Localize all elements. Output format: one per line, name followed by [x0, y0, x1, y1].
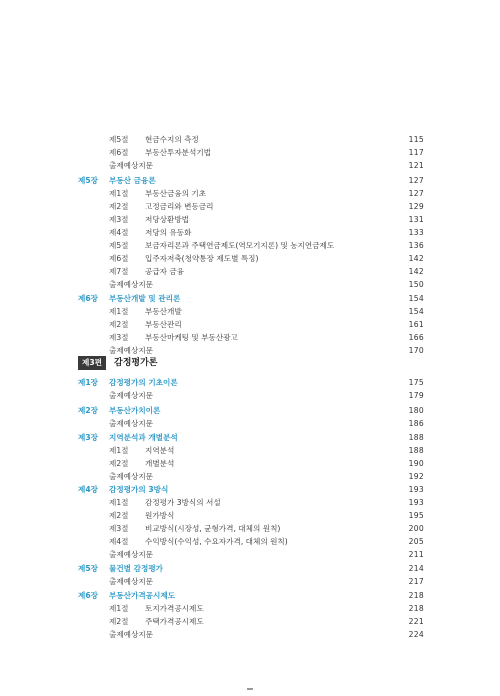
section-row: [78, 536, 424, 548]
page-number: 150: [408, 280, 424, 289]
chapter-row: [78, 432, 424, 444]
section-row: [78, 523, 424, 535]
entry-title: 입주자저축(청약통장 제도별 특징): [145, 254, 259, 263]
page-number: 129: [408, 202, 424, 211]
page-number: 188: [408, 433, 424, 442]
page-number: 175: [408, 378, 424, 387]
entry-title: 부동산개발 및 관리론: [109, 294, 181, 303]
section-number: 제6절: [109, 148, 129, 157]
entry-title: 출제예상지문: [109, 419, 154, 428]
section-row: [78, 458, 424, 470]
page-number: 136: [408, 241, 424, 250]
entry-title: 저당상환방법: [145, 215, 190, 224]
exercise-row: [78, 576, 424, 588]
exercise-row: [78, 160, 424, 172]
entry-title: 부동산개발: [145, 307, 182, 316]
chapter-row: [78, 484, 424, 496]
section-row: [78, 510, 424, 522]
section-number: 제4절: [109, 228, 129, 237]
page-number: 200: [408, 524, 424, 533]
page-number: 170: [408, 346, 424, 355]
chapter-row: [78, 590, 424, 602]
chapter-number: 제6장: [78, 294, 98, 303]
section-number: 제1절: [109, 446, 129, 455]
section-row: [78, 616, 424, 628]
entry-title: 부동산투자분석기법: [145, 148, 212, 157]
page-number: 190: [408, 459, 424, 468]
section-number: 제3절: [109, 215, 129, 224]
entry-title: 출제예상지문: [109, 577, 154, 586]
section-row: [78, 227, 424, 239]
section-row: [78, 497, 424, 509]
page-number: 221: [408, 617, 424, 626]
page-number: 205: [408, 537, 424, 546]
page-number: 180: [408, 406, 424, 415]
page-number: 161: [408, 320, 424, 329]
exercise-row: [78, 549, 424, 561]
exercise-row: [78, 279, 424, 291]
chapter-number: 제2장: [78, 406, 98, 415]
entry-title: 출제예상지문: [109, 280, 154, 289]
section-row: [78, 188, 424, 200]
entry-title: 물건별 감정평가: [109, 564, 163, 573]
entry-title: 부동산관리: [145, 320, 182, 329]
entry-title: 지역분석과 개별분석: [109, 433, 178, 442]
entry-title: 출제예상지문: [109, 472, 154, 481]
entry-title: 주택가격공시제도: [145, 617, 204, 626]
entry-title: 출제예상지문: [109, 391, 154, 400]
section-number: 제1절: [109, 189, 129, 198]
section-number: 제2절: [109, 202, 129, 211]
chapter-number: 제6장: [78, 591, 98, 600]
section-row: [78, 445, 424, 457]
page-number: 193: [408, 498, 424, 507]
entry-title: 보금자리론과 주택연금제도(역모기지론) 및 농지연금제도: [145, 241, 335, 250]
page-number: 179: [408, 391, 424, 400]
section-row: [78, 253, 424, 265]
entry-title: 감정평가의 기초이론: [109, 378, 178, 387]
chapter-row: [78, 405, 424, 417]
page-number: 115: [408, 135, 424, 144]
exercise-row: [78, 390, 424, 402]
page-number: 127: [408, 189, 424, 198]
section-number: 제1절: [109, 307, 129, 316]
entry-title: 출제예상지문: [109, 550, 154, 559]
entry-title: 원가방식: [145, 511, 175, 520]
exercise-row: [78, 629, 424, 641]
entry-title: 토지가격공시제도: [145, 604, 204, 613]
exercise-row: [78, 418, 424, 430]
entry-title: 부동산마케팅 및 부동산광고: [145, 333, 238, 342]
section-row: [78, 319, 424, 331]
page-number: 214: [408, 564, 424, 573]
entry-title: 부동산금융의 기초: [145, 189, 207, 198]
entry-title: 감정평가의 3방식: [109, 485, 169, 494]
section-row: [78, 240, 424, 252]
entry-title: 출제예상지문: [109, 346, 154, 355]
entry-title: 출제예상지문: [109, 161, 154, 170]
page-number: 211: [408, 550, 424, 559]
page-number: 195: [408, 511, 424, 520]
chapter-row: [78, 175, 424, 187]
section-number: 제2절: [109, 320, 129, 329]
entry-title: 부동산가격공시제도: [109, 591, 176, 600]
section-number: 제6절: [109, 254, 129, 263]
page-number: 142: [408, 267, 424, 276]
page-number: 224: [408, 630, 424, 639]
page-number: 218: [408, 591, 424, 600]
chapter-row: [78, 377, 424, 389]
chapter-row: [78, 293, 424, 305]
entry-title: 저당의 유동화: [145, 228, 192, 237]
section-row: [78, 266, 424, 278]
page-number: 218: [408, 604, 424, 613]
page-number: 154: [408, 294, 424, 303]
page-number: 192: [408, 472, 424, 481]
page-number: 117: [408, 148, 424, 157]
entry-title: 부동산 금융론: [109, 176, 156, 185]
page-number: 166: [408, 333, 424, 342]
entry-title: 공급자 금융: [145, 267, 185, 276]
page-number: 133: [408, 228, 424, 237]
entry-title: 수익방식(수익성, 수요자가격, 대체의 원칙): [145, 537, 288, 546]
chapter-number: 제3장: [78, 433, 98, 442]
page-number: 193: [408, 485, 424, 494]
page-number: 131: [408, 215, 424, 224]
section-number: 제5절: [109, 135, 129, 144]
section-number: 제3절: [109, 333, 129, 342]
chapter-number: 제4장: [78, 485, 98, 494]
entry-title: 출제예상지문: [109, 630, 154, 639]
section-number: 제7절: [109, 267, 129, 276]
section-row: [78, 332, 424, 344]
entry-title: 부동산가치이론: [109, 406, 161, 415]
section-row: [78, 603, 424, 615]
page-number: 142: [408, 254, 424, 263]
entry-title: 고정금리와 변동금리: [145, 202, 214, 211]
section-row: [78, 201, 424, 213]
section-number: 제2절: [109, 511, 129, 520]
chapter-number: 제5장: [78, 176, 98, 185]
entry-title: 비교방식(시장성, 균형가격, 대체의 원칙): [145, 524, 281, 533]
chapter-row: [78, 563, 424, 575]
section-number: 제1절: [109, 604, 129, 613]
page-number: 217: [408, 577, 424, 586]
section-number: 제2절: [109, 459, 129, 468]
entry-title: 감정평가 3방식의 서설: [145, 498, 221, 507]
section-number: 제1절: [109, 498, 129, 507]
section-number: 제5절: [109, 241, 129, 250]
chapter-number: 제5장: [78, 564, 98, 573]
section-number: 제3절: [109, 524, 129, 533]
entry-title: 현금수지의 측정: [145, 135, 199, 144]
section-row: [78, 214, 424, 226]
page-number: 127: [408, 176, 424, 185]
page-number: 154: [408, 307, 424, 316]
part-badge: 제3편: [78, 356, 106, 370]
part-title: 감정평가론: [114, 358, 158, 368]
section-row: [78, 306, 424, 318]
section-number: 제2절: [109, 617, 129, 626]
entry-title: 지역분석: [145, 446, 175, 455]
page-footer-mark: [247, 688, 253, 690]
section-number: 제4절: [109, 537, 129, 546]
page-number: 121: [408, 161, 424, 170]
part-heading: [78, 356, 424, 370]
page-number: 186: [408, 419, 424, 428]
entry-title: 개별분석: [145, 459, 175, 468]
exercise-row: [78, 471, 424, 483]
chapter-number: 제1장: [78, 378, 98, 387]
section-row: [78, 134, 424, 146]
section-row: [78, 147, 424, 159]
page-number: 188: [408, 446, 424, 455]
